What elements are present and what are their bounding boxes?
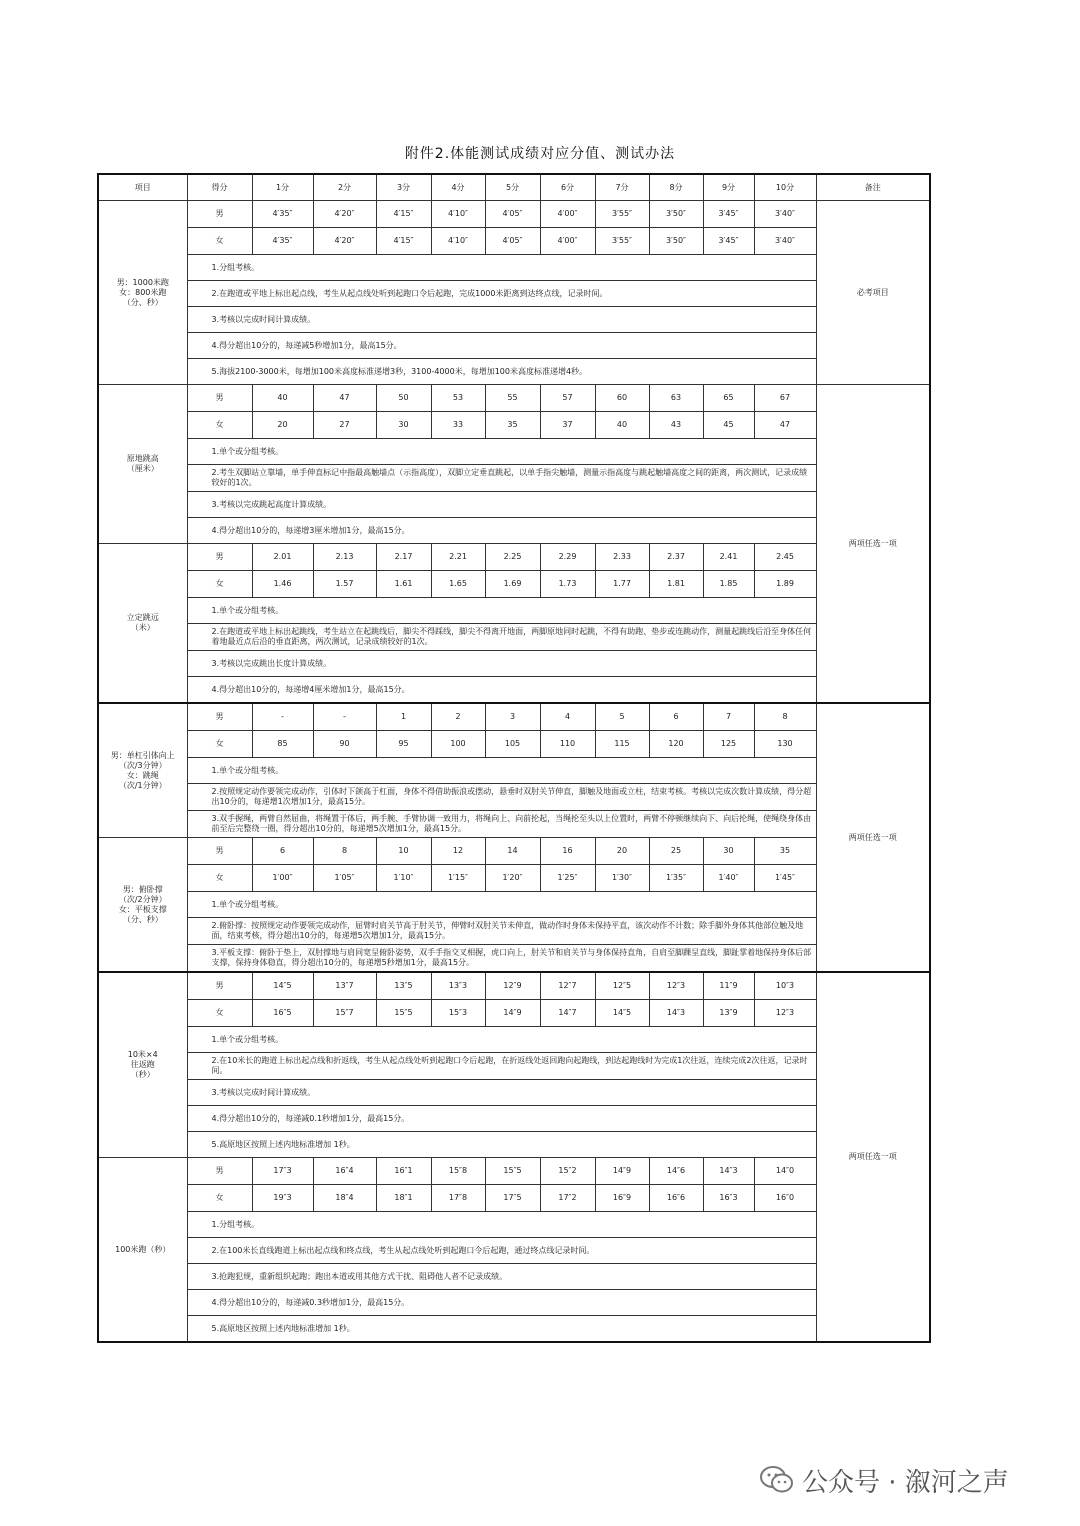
score-value: 3′40″ (754, 201, 816, 228)
score-row (98, 838, 930, 865)
score-value: 47 (313, 385, 376, 412)
score-value: 12 (431, 838, 485, 865)
score-value: 3′45″ (703, 201, 754, 228)
score-value: 1.65 (431, 571, 485, 598)
score-value: 4′10″ (431, 228, 485, 255)
instruction-row (98, 439, 930, 465)
score-value: 16″3 (703, 1185, 754, 1212)
instruction-text: 4.得分超出10分的，每递减0.1秒增加1分，最高15分。 (187, 1106, 816, 1132)
score-value: 14″5 (595, 1000, 649, 1027)
instruction-text: 4.得分超出10分的，每递减0.3秒增加1分，最高15分。 (187, 1290, 816, 1316)
instruction-row (98, 281, 930, 307)
instruction-text: 1.单个或分组考核。 (187, 1027, 816, 1053)
instruction-row (98, 518, 930, 544)
score-value: 8 (313, 838, 376, 865)
score-value: 2 (431, 703, 485, 731)
instruction-row (98, 651, 930, 677)
score-value: 12″3 (754, 1000, 816, 1027)
instruction-row (98, 465, 930, 492)
score-value: 4′00″ (540, 228, 595, 255)
instruction-row (98, 1316, 930, 1343)
score-value: 55 (485, 385, 540, 412)
instruction-text: 1.单个或分组考核。 (187, 598, 816, 624)
score-value: 3′55″ (595, 228, 649, 255)
score-value: 65 (703, 385, 754, 412)
score-value: 8 (754, 703, 816, 731)
score-value: 15″5 (485, 1158, 540, 1185)
score-value: 1 (376, 703, 431, 731)
score-value: 3 (485, 703, 540, 731)
score-value: 14″6 (649, 1158, 703, 1185)
header-score: 得分 (187, 174, 252, 201)
header-project: 项目 (98, 174, 187, 201)
instruction-text: 5.海拔2100-3000米，每增加100米高度标准递增3秒，3100-4000米，每增加100米高度标准递增4秒。 (187, 359, 816, 385)
score-value: 6 (649, 703, 703, 731)
instruction-row (98, 1080, 930, 1106)
instruction-row (98, 255, 930, 281)
watermark-text: 公众号 · 溆河之声 (802, 1467, 1009, 1498)
instruction-row (98, 1264, 930, 1290)
score-value: 1′15″ (431, 865, 485, 892)
gender-label: 女 (187, 731, 252, 758)
score-value: 1′00″ (252, 865, 313, 892)
score-value: 12″9 (485, 972, 540, 1000)
score-value: 2.25 (485, 544, 540, 571)
score-value: 15″8 (431, 1158, 485, 1185)
score-value: 4′20″ (313, 228, 376, 255)
instruction-row (98, 1212, 930, 1238)
score-value: 14″3 (703, 1158, 754, 1185)
score-row (98, 544, 930, 571)
score-value: 13″5 (376, 972, 431, 1000)
instruction-text: 2.按照规定动作要领完成动作，引体时下颌高于杠面，身体不得借助振浪或摆动，悬垂时双肘关节伸直，脚触及地面或立柱，结束考核。考核以完成次数计算成绩，得分超出10分的，每递增1次增加1分，最高15分。 (187, 784, 816, 811)
score-row (98, 412, 930, 439)
instruction-text: 3.抢跑犯规，重新组织起跑；跑出本道或用其他方式干扰、阻碍他人者不记录成绩。 (187, 1264, 816, 1290)
score-row (98, 1185, 930, 1212)
instruction-text: 1.单个或分组考核。 (187, 892, 816, 918)
score-value: 2.01 (252, 544, 313, 571)
instruction-row (98, 1290, 930, 1316)
project-name: 男：单杠引体向上 （次/3分钟） 女：跳绳 （次/1分钟） (98, 703, 187, 838)
gender-label: 男 (187, 1158, 252, 1185)
instruction-text: 3.考核以完成跳出长度计算成绩。 (187, 651, 816, 677)
instruction-row (98, 892, 930, 918)
instruction-row (98, 598, 930, 624)
project-name: 男：1000米跑 女：800米跑 （分、秒） (98, 201, 187, 385)
header-point: 4分 (431, 174, 485, 201)
header-point: 8分 (649, 174, 703, 201)
instruction-row (98, 359, 930, 385)
header-point: 3分 (376, 174, 431, 201)
score-value: 1′40″ (703, 865, 754, 892)
page-title: 附件2.体能测试成绩对应分值、测试办法 (404, 146, 676, 162)
score-value: 15″2 (540, 1158, 595, 1185)
score-value: 11″9 (703, 972, 754, 1000)
score-value: 3′45″ (703, 228, 754, 255)
score-value: 17″3 (252, 1158, 313, 1185)
score-value: 17″2 (540, 1185, 595, 1212)
instruction-text: 3.双手握绳，两臂自然屈曲，将绳置于体后，两手腕、手臂协调一致用力，将绳向上、向前抡起，当绳抡至头以上位置时，两臂不停顿继续向下、向后抡绳，使绳绕身体由前至后完整绕一圈，得分超出10分的，每递增5次增加1分，最高15分。 (187, 811, 816, 838)
score-value: 33 (431, 412, 485, 439)
score-value: 3′50″ (649, 201, 703, 228)
score-value: 125 (703, 731, 754, 758)
instruction-row (98, 811, 930, 838)
score-value: 120 (649, 731, 703, 758)
instruction-row (98, 918, 930, 945)
instruction-row (98, 758, 930, 784)
score-value: 4′15″ (376, 201, 431, 228)
score-value: 53 (431, 385, 485, 412)
instruction-text: 2.考生双脚站立靠墙，单手伸直标记中指最高触墙点（示指高度），双脚立定垂直跳起，以单手指尖触墙，测量示指高度与跳起触墙高度之间的距离，两次测试，记录成绩较好的1次。 (187, 465, 816, 492)
score-value: 16″6 (649, 1185, 703, 1212)
score-value: 30 (376, 412, 431, 439)
instruction-text: 3.考核以完成跳起高度计算成绩。 (187, 492, 816, 518)
instruction-row (98, 1027, 930, 1053)
score-value: 4′35″ (252, 201, 313, 228)
score-value: 2.17 (376, 544, 431, 571)
instruction-text: 2.在跑道或平地上标出起点线，考生从起点线处听到起跑口令后起跑，完成1000米距离到达终点线，记录时间。 (187, 281, 816, 307)
instruction-row (98, 333, 930, 359)
score-value: 2.41 (703, 544, 754, 571)
score-value: 2.13 (313, 544, 376, 571)
score-value: 1′20″ (485, 865, 540, 892)
remarks-cell: 两项任选一项 (816, 703, 930, 972)
score-value: 2.21 (431, 544, 485, 571)
score-row (98, 865, 930, 892)
score-row (98, 972, 930, 1000)
header-point: 9分 (703, 174, 754, 201)
project-name: 男：俯卧撑 （次/2分钟） 女：平板支撑 （分、秒） (98, 838, 187, 973)
score-value: - (252, 703, 313, 731)
instruction-text: 1.单个或分组考核。 (187, 439, 816, 465)
score-value: 1′30″ (595, 865, 649, 892)
score-value: 14″5 (252, 972, 313, 1000)
project-name: 10米×4 往返跑 （秒） (98, 972, 187, 1158)
gender-label: 男 (187, 385, 252, 412)
score-value: 2.29 (540, 544, 595, 571)
remarks-cell: 两项任选一项 (816, 385, 930, 704)
score-value: 18″4 (313, 1185, 376, 1212)
score-value: 3′55″ (595, 201, 649, 228)
score-value: 14″0 (754, 1158, 816, 1185)
score-value: 4′00″ (540, 201, 595, 228)
gender-label: 女 (187, 1185, 252, 1212)
instruction-row (98, 945, 930, 973)
instruction-row (98, 1238, 930, 1264)
score-value: 17″8 (431, 1185, 485, 1212)
header-point: 2分 (313, 174, 376, 201)
score-value: 12″5 (595, 972, 649, 1000)
instruction-text: 1.分组考核。 (187, 1212, 816, 1238)
score-value: 1′10″ (376, 865, 431, 892)
score-value: 4′35″ (252, 228, 313, 255)
instruction-text: 4.得分超出10分的，每递增3厘米增加1分，最高15分。 (187, 518, 816, 544)
score-value: 1.77 (595, 571, 649, 598)
score-value: 1.85 (703, 571, 754, 598)
instruction-row (98, 1132, 930, 1158)
watermark (760, 1460, 1009, 1500)
score-value: 130 (754, 731, 816, 758)
score-value: 2.37 (649, 544, 703, 571)
instruction-text: 5.高原地区按照上述内地标准增加 1秒。 (187, 1316, 816, 1343)
score-value: 47 (754, 412, 816, 439)
score-value: 13″3 (431, 972, 485, 1000)
score-value: 115 (595, 731, 649, 758)
score-value: 20 (595, 838, 649, 865)
score-value: 14″9 (595, 1158, 649, 1185)
gender-label: 女 (187, 228, 252, 255)
project-name: 原地跳高 （厘米） (98, 385, 187, 544)
score-value: 85 (252, 731, 313, 758)
gender-label: 女 (187, 1000, 252, 1027)
score-value: 13″9 (703, 1000, 754, 1027)
score-value: 16″1 (376, 1158, 431, 1185)
project-name: 立定跳远 （米） (98, 544, 187, 704)
instruction-text: 3.考核以完成时间计算成绩。 (187, 307, 816, 333)
score-value: 1′05″ (313, 865, 376, 892)
instruction-row (98, 307, 930, 333)
instruction-text: 5.高原地区按照上述内地标准增加 1秒。 (187, 1132, 816, 1158)
gender-label: 男 (187, 703, 252, 731)
score-value: 67 (754, 385, 816, 412)
score-value: 1.61 (376, 571, 431, 598)
gender-label: 男 (187, 201, 252, 228)
score-value: 1′25″ (540, 865, 595, 892)
score-value: 4′05″ (485, 201, 540, 228)
score-value: 16″0 (754, 1185, 816, 1212)
instruction-text: 4.得分超出10分的，每递减5秒增加1分，最高15分。 (187, 333, 816, 359)
score-row (98, 731, 930, 758)
score-value: 90 (313, 731, 376, 758)
score-value: - (313, 703, 376, 731)
gender-label: 男 (187, 972, 252, 1000)
instruction-text: 2.在100米长直线跑道上标出起点线和终点线，考生从起点线处听到起跑口令后起跑，通过终点线记录时间。 (187, 1238, 816, 1264)
score-value: 4′20″ (313, 201, 376, 228)
instruction-row (98, 1053, 930, 1080)
score-row (98, 201, 930, 228)
instruction-text: 2.俯卧撑：按照规定动作要领完成动作，屈臂时肩关节高于肘关节，伸臂时双肘关节未伸直，做动作时身体未保持平直，该次动作不计数；除手脚外身体其他部位触及地面，结束考核，得分超出10分的，每递增5次增加1分，最高15分。 (187, 918, 816, 945)
score-value: 3′50″ (649, 228, 703, 255)
instruction-row (98, 1106, 930, 1132)
score-value: 1.46 (252, 571, 313, 598)
score-value: 1.69 (485, 571, 540, 598)
score-value: 14 (485, 838, 540, 865)
score-value: 12″3 (649, 972, 703, 1000)
score-value: 105 (485, 731, 540, 758)
header-point: 7分 (595, 174, 649, 201)
score-value: 12″7 (540, 972, 595, 1000)
instruction-text: 4.得分超出10分的，每递增4厘米增加1分，最高15分。 (187, 677, 816, 704)
score-value: 16 (540, 838, 595, 865)
score-value: 16″5 (252, 1000, 313, 1027)
score-value: 40 (595, 412, 649, 439)
score-value: 2.33 (595, 544, 649, 571)
score-value: 1.89 (754, 571, 816, 598)
instruction-row (98, 677, 930, 704)
instruction-text: 3.考核以完成时间计算成绩。 (187, 1080, 816, 1106)
gender-label: 男 (187, 838, 252, 865)
score-value: 60 (595, 385, 649, 412)
score-value: 1.57 (313, 571, 376, 598)
score-value: 14″3 (649, 1000, 703, 1027)
score-row (98, 228, 930, 255)
score-value: 35 (485, 412, 540, 439)
score-value: 1′45″ (754, 865, 816, 892)
score-value: 4′10″ (431, 201, 485, 228)
score-value: 15″7 (313, 1000, 376, 1027)
header-point: 1分 (252, 174, 313, 201)
score-value: 37 (540, 412, 595, 439)
header-remarks: 备注 (816, 174, 930, 201)
score-value: 40 (252, 385, 313, 412)
score-row (98, 1000, 930, 1027)
score-value: 27 (313, 412, 376, 439)
score-value: 50 (376, 385, 431, 412)
score-value: 4′15″ (376, 228, 431, 255)
score-value: 18″1 (376, 1185, 431, 1212)
score-row (98, 385, 930, 412)
fitness-score-table (97, 173, 931, 1343)
gender-label: 男 (187, 544, 252, 571)
score-value: 110 (540, 731, 595, 758)
gender-label: 女 (187, 571, 252, 598)
score-value: 1.73 (540, 571, 595, 598)
score-value: 4 (540, 703, 595, 731)
score-value: 13″7 (313, 972, 376, 1000)
score-value: 10″3 (754, 972, 816, 1000)
instruction-text: 1.单个或分组考核。 (187, 758, 816, 784)
table-header-row (98, 174, 930, 201)
score-value: 95 (376, 731, 431, 758)
score-value: 14″7 (540, 1000, 595, 1027)
score-value: 14″9 (485, 1000, 540, 1027)
score-value: 17″5 (485, 1185, 540, 1212)
remarks-cell: 必考项目 (816, 201, 930, 385)
score-value: 20 (252, 412, 313, 439)
gender-label: 女 (187, 865, 252, 892)
score-value: 15″5 (376, 1000, 431, 1027)
score-value: 25 (649, 838, 703, 865)
remarks-cell: 两项任选一项 (816, 972, 930, 1342)
instruction-text: 2.在10米长的跑道上标出起点线和折返线，考生从起点线处听到起跑口令后起跑，在折返线处返回跑向起跑线，到达起跑线时为完成1次往返，连续完成2次往返，记录时间。 (187, 1053, 816, 1080)
score-row (98, 571, 930, 598)
instruction-row (98, 784, 930, 811)
score-value: 6 (252, 838, 313, 865)
score-value: 1.81 (649, 571, 703, 598)
score-value: 30 (703, 838, 754, 865)
score-value: 4′05″ (485, 228, 540, 255)
gender-label: 女 (187, 412, 252, 439)
score-row (98, 1158, 930, 1185)
header-point: 10分 (754, 174, 816, 201)
instruction-row (98, 492, 930, 518)
instruction-text: 2.在跑道或平地上标出起跳线，考生站立在起跳线后，脚尖不得踩线，脚尖不得离开地面，两脚原地同时起跳，不得有助跑、垫步或连跳动作，测量起跳线后沿至身体任何着地最近点后沿的垂直距离，两次测试，记录成绩较好的1次。 (187, 624, 816, 651)
score-value: 19″3 (252, 1185, 313, 1212)
score-value: 57 (540, 385, 595, 412)
wechat-icon (760, 1465, 794, 1495)
score-value: 16″9 (595, 1185, 649, 1212)
score-value: 45 (703, 412, 754, 439)
score-value: 63 (649, 385, 703, 412)
score-value: 16″4 (313, 1158, 376, 1185)
score-value: 5 (595, 703, 649, 731)
score-value: 10 (376, 838, 431, 865)
instruction-text: 3.平板支撑：俯卧于垫上，双肘撑地与肩同宽呈俯卧姿势，双手手指交叉相握，虎口向上，肘关节和肩关节与身体保持直角，自肩至脚踝呈直线，脚趾掌着地保持身体后部支撑，保持身体稳直，得分超出10分的，每递增5秒增加1分，最高15分。 (187, 945, 816, 973)
score-value: 35 (754, 838, 816, 865)
score-value: 43 (649, 412, 703, 439)
score-value: 100 (431, 731, 485, 758)
score-value: 3′40″ (754, 228, 816, 255)
instruction-text: 1.分组考核。 (187, 255, 816, 281)
instruction-row (98, 624, 930, 651)
score-value: 7 (703, 703, 754, 731)
score-value: 2.45 (754, 544, 816, 571)
score-row (98, 703, 930, 731)
score-value: 1′35″ (649, 865, 703, 892)
score-value: 15″3 (431, 1000, 485, 1027)
header-point: 6分 (540, 174, 595, 201)
header-point: 5分 (485, 174, 540, 201)
project-name: 100米跑（秒） (98, 1158, 187, 1343)
